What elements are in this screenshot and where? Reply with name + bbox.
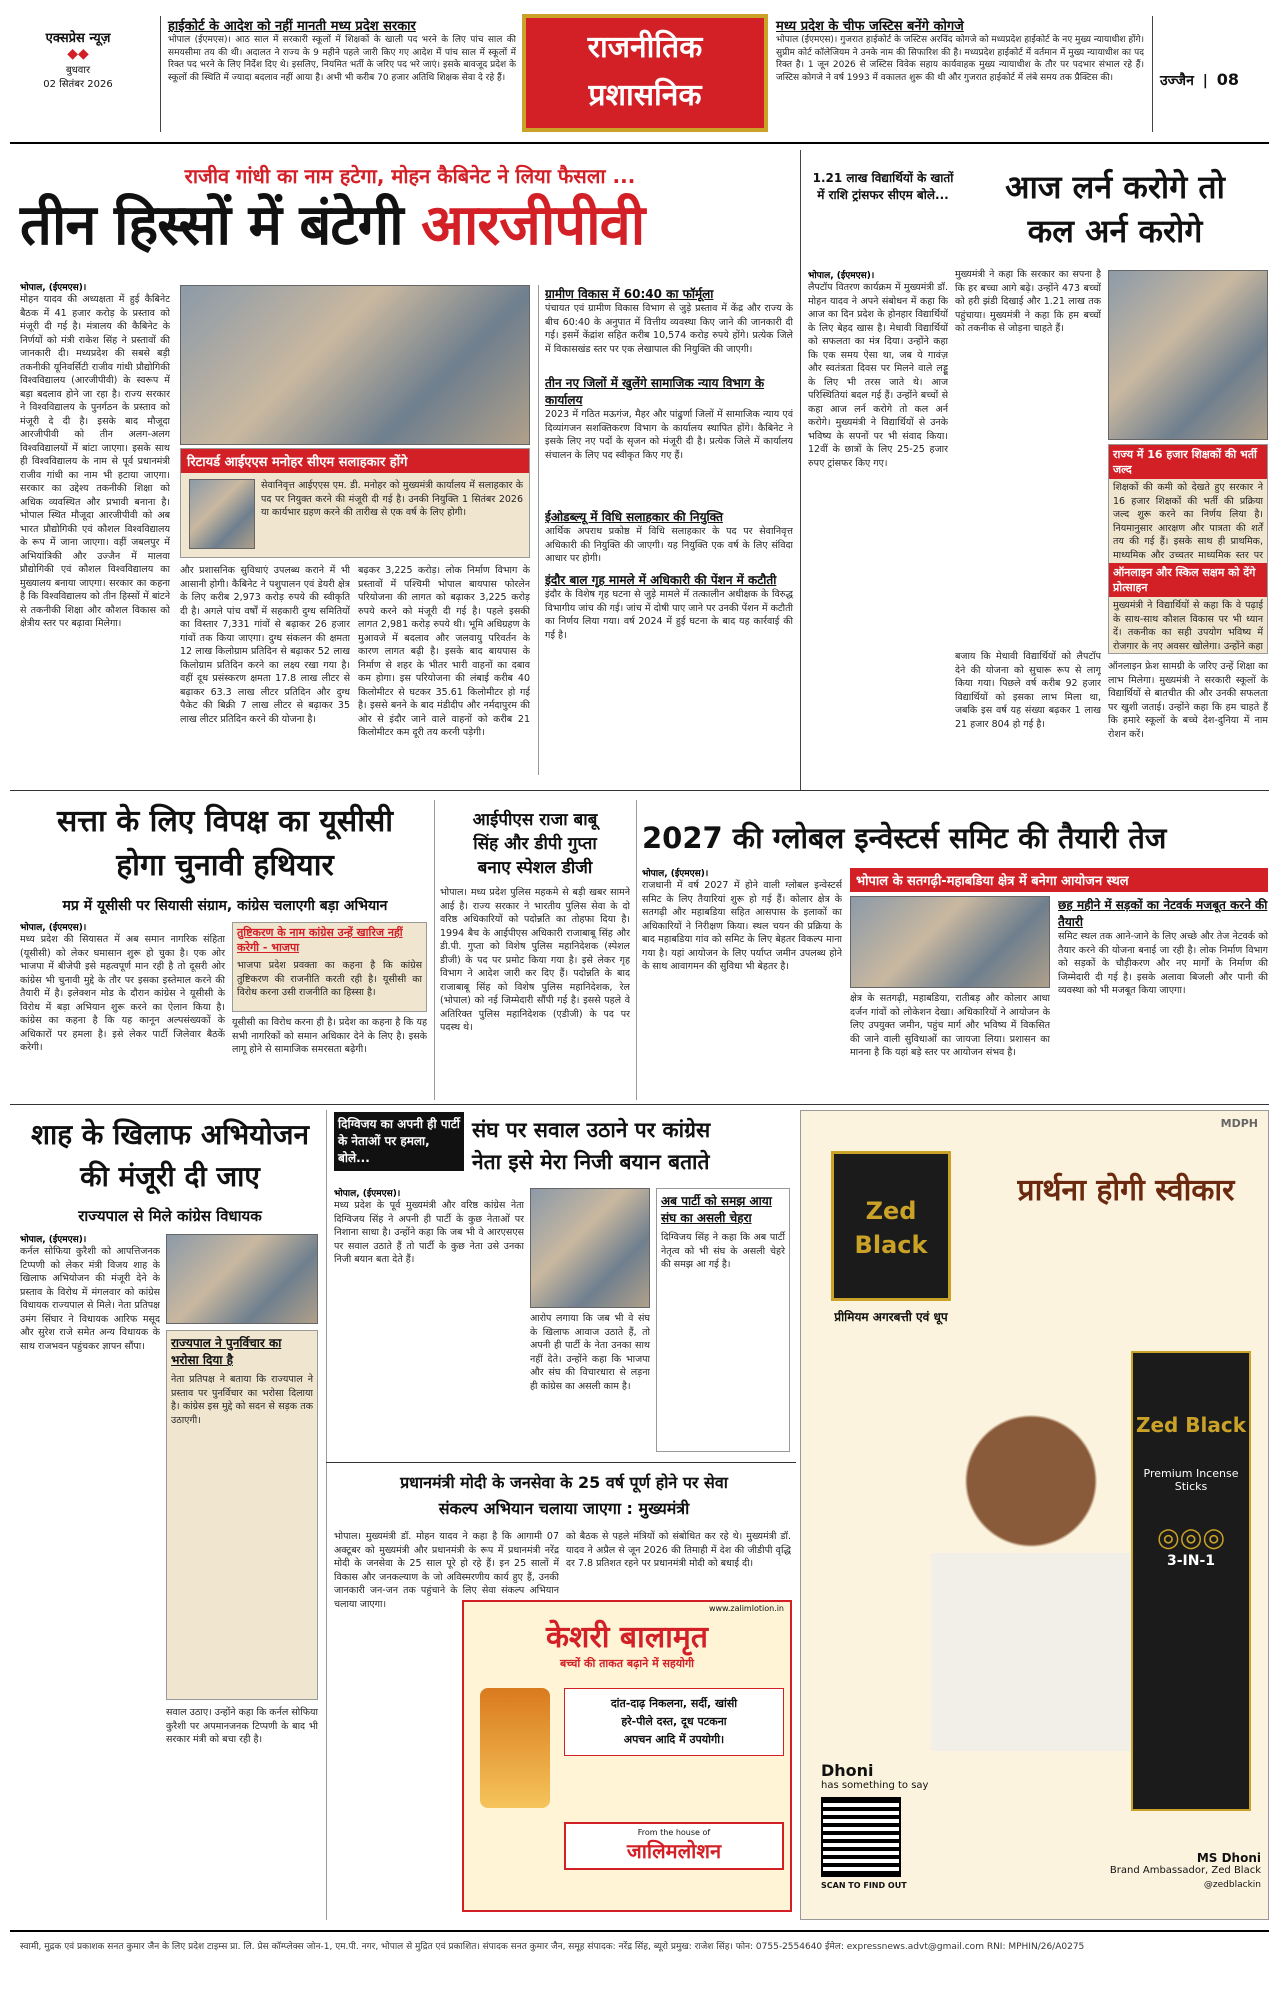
ad-bottle-icon (480, 1688, 550, 1808)
section-banner (522, 14, 768, 132)
headline-line-3: बनाए स्पेशल डीजी (477, 858, 593, 878)
ms-role: Brand Ambassador, Zed Black (1109, 1865, 1261, 1876)
headline-line-1: प्रधानमंत्री मोदी के जनसेवा के 25 वर्ष पूर्ण होने पर सेवा (400, 1473, 728, 1492)
zed-pack (1131, 1351, 1251, 1811)
dhoni-caption (821, 1761, 971, 1890)
shah-col-1 (20, 1232, 160, 1925)
brief-4 (545, 571, 793, 738)
ips-headline (440, 808, 630, 880)
brief-1 (545, 285, 793, 370)
headline-line-1: सत्ता के लिए विपक्ष का यूसीसी (56, 804, 394, 839)
gis-box (1058, 896, 1268, 1092)
headline-line-1: आईपीएस राजा बाबू (472, 810, 598, 830)
brief-2 (545, 374, 793, 504)
dateline: भोपाल, (ईएमएस)। (642, 869, 709, 879)
box-subtitle: ऑनलाइन और स्किल सक्षम को देंगे प्रोत्साहन (1109, 563, 1267, 597)
ucc-col-2: यूसीसी का विरोध करना ही है। प्रदेश का कहना है कि यह सभी नागरिकों को समान अधिकार देने के लिए है। इसके लागू होने से सामाजिक समरसता बढ़ेगी। (232, 1017, 427, 1055)
brief-body: भोपाल (ईएमएस)। गुजरात हाईकोर्ट के जस्टिस अरविंद कोगजे को मध्यप्रदेश हाईकोर्ट के नए मुख्य न्यायाधीश होंगे। सुप्रीम कोर्ट कॉलेजियम ने उनके नाम की सिफारिश की है। मध्यप्रदेश हाईकोर्ट में वर्तमान में मुख्य न्यायाधीश का पद रिक्त है। 1 जून 2026 से जस्टिस विवेक सहाय कार्यवाहक मुख्य न्यायाधीश के तौर पर पदभार संभाल रहे हैं। जस्टिस कोगजे ने वर्ष 1993 में वकालत शुरू की थी और गुजरात हाईकोर्ट में लंबे समय तक प्रैक्टिस की। (776, 35, 1144, 83)
ms-social: @zedblackin (1203, 1880, 1261, 1890)
brief-title: ईओडब्ल्यू में विधि सलाहकार की नियुक्ति (545, 510, 723, 524)
manohar-portrait (189, 479, 255, 549)
city-name: उज्जैन (1160, 73, 1194, 89)
lead-col-3: बढ़कर 3,225 करोड़। लोक निर्माण विभाग के प्रस्तावों में पश्चिमी भोपाल बायपास फोरलेन परियोजना की लागत को बढ़ाकर 3,225 करोड़ रुपये करने को मंजूरी दी गई है। पहले इसकी लागत 2,981 करोड़ रुपये थी। भूमि अधिग्रहण के मुआवजे में बदलाव और जलवायु परिवर्तन के कारण लागत बढ़ी है। इसके बाद बायपास के निर्माण से शहर के भीतर भारी वाहनों का दबाव कम होगा। इस परियोजना की लंबाई करीब 40 किलोमीटर से घटकर 35.61 किलोमीटर हो गई है। इससे बनने के बाद मंडीदीप और नर्मदापुरम की ओर से इंदौर जाने वाले वाहनों को करीब 21 किलोमीटर कम दूरी तय करनी पड़ेगी। (358, 565, 530, 738)
headline-line-2: सिंह और डीपी गुप्ता (473, 834, 597, 854)
gis-venue-photo (850, 896, 1050, 988)
ms-name: MS Dhoni (1196, 1851, 1261, 1865)
masthead (10, 10, 1269, 138)
caption-body: सेवानिवृत्त आईएएस एम. डी. मनोहर को मुख्यमंत्री कार्यालय में सलाहकार के पद पर नियुक्त करने की मंजूरी दी गई है। उनकी नियुक्ति 1 सितंबर 2026 या कार्यभार ग्रहण करने की तारीख से एक वर्ष के लिए होगी। (261, 480, 523, 518)
headline-line-2: की मंजूरी दी जाए (80, 1160, 260, 1193)
box-title: राज्यपाल ने पुनर्विचार का भरोसा दिया है (171, 1336, 282, 1367)
zed-tagline: प्रार्थना होगी स्वीकार (1017, 1173, 1235, 1208)
paper-name: एक्सप्रेस न्यूज़ (45, 31, 111, 46)
sidebar-kicker: 1.21 लाख विद्यार्थियों के खातों में राशि ट्रांसफर सीएम बोले... (812, 171, 954, 202)
ad-maker (564, 1822, 784, 1870)
ambassador-tag: has something to say (821, 1780, 929, 1791)
benefit-2: हरे-पीले दस्त, दूध पटकना (621, 1715, 727, 1728)
page-num: 08 (1216, 70, 1239, 89)
lead-headline-red: आरजीपीवी (421, 193, 645, 258)
brief-body: इंदौर के विशेष गृह घटना से जुड़े मामले में तत्कालीन अधीक्षक के विरुद्ध विभागीय जांच की गई। जांच में दोषी पाए जाने पर उनकी पेंशन में कटौती का निर्णय लिया गया। वर्ष 2024 में हुई घटना के बाद यह कार्रवाई की गई है। (545, 589, 793, 641)
lead-col-1 (20, 280, 170, 788)
brief-body: भोपाल (ईएमएस)। आठ साल में सरकारी स्कूलों में शिक्षकों के खाली पद भरने के लिए पांच साल की समयसीमा तय की थी। अदालत ने राज्य के 9 महीने पहले जारी किए गए आदेश में पांच साल में स्कूलों में रिक्त पद भरने के लिए निर्देश दिए थे। इसलिए, नियमित भर्ती के जरिए पद भरे जाएं। इसके बावजूद प्रदेश के स्कूलों की स्थिति में ज्यादा बदलाव नहीं आया है। अभी भी करीब 70 हजार अतिथि शिक्षक सेवा दे रहे हैं। (168, 35, 516, 83)
issue-day: बुधवार (65, 65, 91, 76)
box-title: छह महीने में सड़कों का नेटवर्क मजबूत करने की तैयारी (1058, 898, 1268, 929)
box-body: नेता प्रतिपक्ष ने बताया कि राज्यपाल ने प्रस्ताव पर पुनर्विचार का भरोसा दिलाया है। कांग्रेस इस मुद्दे को सदन से सड़क तक उठाएगी। (171, 1374, 313, 1426)
imprint-line: स्वामी, मुद्रक एवं प्रकाशक सनत कुमार जैन के लिए प्रदेश टाइम्स प्रा. लि. प्रेस कॉम्प्लेक्स जोन-1, एम.पी. नगर, भोपाल से मुद्रित एवं प्रकाशित। संपादक सनत कुमार जैन, समूह संपादक: नरेंद्र सिंह, ब्यूरो प्रमुख: राजेश सिंह। फोन: 0755-2554640 ईमेल: expressnews.advt@gmail.com RNI: MPHIN/26/A0275 (20, 1942, 1085, 1952)
ad-tagline: बच्चों की ताकत बढ़ाने में सहयोगी (559, 1657, 695, 1670)
ad-corner-brand: MDPH (1220, 1117, 1258, 1130)
digvijay-photo (530, 1188, 650, 1308)
lead-headline (20, 186, 790, 266)
ornament-icon: ◆◆ (67, 46, 89, 62)
pack-sub: 3-IN-1 (1166, 1553, 1216, 1569)
article-text: मुख्यमंत्री ने कहा कि सरकार का सपना है कि हर बच्चा आगे बढ़े। उन्होंने 473 बच्चों को हरी झंडी दिखाई और 1.21 लाख तक पहुंचाया। मुख्यमंत्री ने कहा कि हम बच्चों को तकनीक से जोड़ना चाहते हैं। (955, 269, 1101, 334)
caption-title: रिटायर्ड आईएएस मनोहर सीएम सलाहकार होंगे (181, 449, 529, 473)
section-name-1: राजनीतिक (587, 30, 703, 65)
ad-brand: केशरी बालामृत (546, 1620, 708, 1655)
top-left-brief (168, 16, 516, 126)
laptop-event-photo (1108, 270, 1268, 440)
shah-col-2: सवाल उठाए। उन्होंने कहा कि कर्नल सोफिया कुरैशी पर अपमानजनक टिप्पणी के बाद भी सरकार मंत्री को बचा रही है। (166, 1707, 318, 1745)
box-body: दिग्विजय सिंह ने कहा कि अब पार्टी नेतृत्व को भी संघ के असली चेहरे की समझ आ गई है। (661, 1232, 785, 1270)
article-text: मोहन यादव की अध्यक्षता में हुई कैबिनेट बैठक में 41 हजार करोड़ के प्रस्ताव को मंजूरी दी गई है। मंत्रालय की कैबिनेट के निर्णयों को मंत्री राकेश सिंह ने प्रस्तावों की जानकारी दी। मध्यप्रदेश की सबसे बड़ी तकनीकी यूनिवर्सिटी राजीव गांधी प्रौद्योगिकी विश्वविद्यालय (आरजीपीवी) के स्वरूप में बड़ा बदलाव होने जा रहा है। राज्य सरकार ने विश्वविद्यालय के पुनर्गठन के प्रस्ताव को मंजूरी दे दी है। इसके बाद मौजूदा आरजीपीवी को तीन अलग-अलग विश्वविद्यालयों में बांटा जाएगा। इसके साथ ही विश्वविद्यालय के नाम से पूर्व प्रधानमंत्री राजीव गांधी का नाम भी हटाया जाएगा। सरकार का उद्देश्य तकनीकी शिक्षा को अधिक व्यवस्थित और प्रभावी बनाना है। भोपाल स्थित मौजूदा आरजीपीवी को अब भारत प्रौद्योगिकी एवं कौशल विश्वविद्यालय के रूप में जाना जाएगा। वहीं जबलपुर में अभियांत्रिकी और उज्जैन में मालवा प्रौद्योगिकी एवं कौशल विश्वविद्यालय का मुख्यालय बनाया जाएगा। सरकार का कहना है कि विश्वविद्यालय को तीन हिस्सों में बांटने से तकनीकी शिक्षा और कौशल विकास को क्षेत्रीय स्तर पर बढ़ावा मिलेगा। (20, 294, 170, 629)
gis-headline: 2027 की ग्लोबल इन्वेस्टर्स समिट की तैयारी तेज (642, 821, 1167, 855)
brief-title: मध्य प्रदेश के चीफ जस्टिस बनेंगे कोगजे (776, 19, 964, 34)
brief-body: पंचायत एवं ग्रामीण विकास विभाग से जुड़े प्रस्ताव में केंद्र और राज्य के बीच 60:40 के अनुपात में वित्तीय व्यवस्था किए जाने की जानकारी दी गई। इसमें केंद्रांश सहित करीब 10,574 करोड़ रुपये होंगे। प्रत्येक जिले में विकासखंड स्तर पर एक लेखापाल की नियुक्ति की जाएगी। (545, 303, 793, 355)
photo-caption-box (180, 448, 530, 558)
top-right-brief (776, 16, 1144, 126)
ucc-box (232, 922, 427, 1012)
sidebar-col-2 (955, 268, 1101, 638)
maker-name: जालिमलोशन (626, 1839, 722, 1863)
gis-col-1 (642, 866, 842, 1093)
paper-brand (18, 28, 138, 90)
qr-code-icon[interactable] (821, 1797, 901, 1877)
pack-rings-icon: ◎◎◎ (1156, 1523, 1226, 1553)
box-title: राज्य में 16 हजार शिक्षकों की भर्ती जल्द (1109, 445, 1267, 479)
ips-text: भोपाल। मध्य प्रदेश पुलिस महकमे से बड़ी खबर सामने आई है। राज्य सरकार ने भारतीय पुलिस सेवा के दो वरिष्ठ अधिकारियों को पदोन्नति का तोहफा दिया है। 1994 बैच के आईपीएस अधिकारी राजाबाबू सिंह और डी.पी. गुप्ता को विशेष पुलिस महानिदेशक (स्पेशल डीजी) के पद पर प्रमोट किया गया है। इसे लेकर गृह विभाग ने आदेश जारी कर दिए हैं। पदोन्नति के बाद राजाबाबू सिंह को विशेष पुलिस महानिदेशक, रेल (भोपाल) को नई जिम्मेदारी सौंपी गई है। इससे पहले वे अतिरिक्त पुलिस महानिदेशक (एडीजी) के पद पर पदस्थ थे। (440, 887, 630, 1033)
article-text: लैपटॉप वितरण कार्यक्रम में मुख्यमंत्री डॉ. मोहन यादव ने अपने संबोधन में कहा कि आज का दिन प्रदेश के होनहार विद्यार्थियों के लिए बेहद खास है। मेधावी विद्यार्थियों को सफलता का मंत्र दिया। उन्होंने कहा कि एक समय ऐसा था, जब ये गावंज़ और स्वतंत्रता दिवस पर मिलने वाले लड्डू के लिए भी तरस जाते थे। आज परिस्थितियां बदल गई हैं। उन्होंने बच्चों से कहा आज लर्न करोगे तो कल अर्न करोगे। मुख्यमंत्री ने विद्यार्थियों से उनके भविष्य के सपनों पर भी संवाद किया। 12वीं के छात्रों के लिए 25-25 हजार रुपए ट्रांसफर किए गए। (808, 282, 948, 469)
shah-subhead: राज्यपाल से मिले कांग्रेस विधायक (78, 1207, 262, 1225)
pm-headline (334, 1470, 794, 1522)
ad-url: www.zalimlotion.in (708, 1604, 784, 1613)
dhoni-image (931, 1391, 1131, 1751)
brief-title: हाईकोर्ट के आदेश को नहीं मानती मध्य प्रदेश सरकार (168, 19, 416, 34)
box-body: शिक्षकों की कमी को देखते हुए सरकार ने 16 हजार शिक्षकों की भर्ती की प्रक्रिया जल्द शुरू करने का निर्णय लिया है। नियमानुसार आरक्षण और पात्रता की शर्तें तय की गई हैं। इसके साथ ही प्राथमिक, माध्यमिक और उच्चतर माध्यमिक स्तर पर (1113, 482, 1263, 561)
headline-line-2: संकल्प अभियान चलाया जाएगा : मुख्यमंत्री (438, 1499, 690, 1518)
article-text: राजधानी में वर्ष 2027 में होने वाली ग्लोबल इन्वेस्टर्स समिट के लिए तैयारियां शुरू हो गई हैं। कोलार क्षेत्र के सतगढ़ी और महाबडिया सहित आसपास के इलाकों का अधिकारियों ने निरीक्षण किया। स्थल चयन की प्रक्रिया के बाद महाबडिया गांव को समिट के लिए बेहतर विकल्प माना गया है। यहां आयोजन के लिए पर्याप्त जमीन उपलब्ध होने के साथ आवागमन की सुविधा भी बेहतर है। (642, 880, 842, 972)
brief-title: ग्रामीण विकास में 60:40 का फॉर्मूला (545, 287, 714, 301)
lead-col-2: और प्रशासनिक सुविधाएं उपलब्ध कराने में भी आसानी होगी। कैबिनेट ने पशुपालन एवं डेयरी क्षेत्र के लिए करीब 2,973 करोड़ रुपये की स्वीकृति दी है। अगले पांच वर्षों में सहकारी दुग्ध समितियों का विस्तार 7,331 गांवों से बढ़ाकर 26 हजार गांवों तक किया जाएगा। दुग्ध संकलन की क्षमता 12 लाख किलोग्राम प्रतिदिन से बढ़ाकर 52 लाख किलोग्राम प्रतिदिन करने का लक्ष्य रखा गया है। वहीं दूध प्रसंस्करण क्षमता 17.8 लाख लीटर से बढ़ाकर 63.3 लाख लीटर प्रतिदिन और दुग्ध पैकेट की बिक्री 7 लाख लीटर से बढ़ाकर 35 लाख लीटर प्रतिदिन करने की योजना है। (180, 565, 350, 725)
article-text: मध्य प्रदेश के पूर्व मुख्यमंत्री और वरिष्ठ कांग्रेस नेता दिग्विजय सिंह ने अपनी ही पार्टी के कुछ नेताओं पर निशाना साधा है। उन्होंने कहा कि जब भी वे आरएसएस पर सवाल उठाते हैं तो पार्टी के कुछ नेता उसे उनका निजी बयान बता देते हैं। (334, 1200, 524, 1265)
cabinet-photo (180, 285, 530, 445)
digvijay-kicker: दिग्विजय का अपनी ही पार्टी के नेताओं पर हमला, बोले... (334, 1112, 464, 1171)
zed-product: प्रीमियम अगरबत्ती एवं धूप (834, 1310, 948, 1324)
brief-body: आर्थिक अपराध प्रकोष्ठ में विधि सलाहकार के पद पर सेवानिवृत्त अधिकारी की नियुक्ति की जाएगी। यह नियुक्ति एक वर्ष के लिए संविदा आधार पर होगी। (545, 526, 793, 564)
lead-headline-black: तीन हिस्सों में बंटेगी (20, 193, 422, 258)
governor-meeting-photo (166, 1234, 318, 1324)
brief-title: तीन नए जिलों में खुलेंगे सामाजिक न्याय विभाग के कार्यालय (545, 376, 765, 407)
ucc-headline (20, 800, 430, 888)
cabinet-briefs (545, 285, 793, 780)
brief-3 (545, 508, 793, 567)
headline-line-2: कल अर्न करोगे (1027, 212, 1203, 250)
page-number: उज्जैन | 08 (1160, 70, 1239, 89)
keshri-balamrit-ad (462, 1600, 792, 1912)
lead-kicker: राजीव गांधी का नाम हटेगा, मोहन कैबिनेट ने लिया फैसला ... (184, 164, 636, 188)
headline-line-1: शाह के खिलाफ अभियोजन (30, 1118, 310, 1151)
box-body-2: मुख्यमंत्री ने विद्यार्थियों से कहा कि वे पढ़ाई के साथ-साथ कौशल विकास पर भी ध्यान दें। तकनीक का सही उपयोग भविष्य में रोजगार के नए अवसर खोलेगा। उन्होंने कहा (1113, 600, 1263, 652)
sidebar-col-4: ऑनलाइन फ्रेश सामग्री के जरिए उन्हें शिक्षा का लाभ मिलेगा। मुख्यमंत्री ने सरकारी स्कूलों के विद्यार्थियों से बातचीत की और उनकी सफलता पर खुशी जताई। उन्होंने कहा कि हम चाहते हैं कि हमारे स्कूलों के बच्चे देश-दुनिया में नाम रोशन करें। (1108, 661, 1268, 740)
dateline: भोपाल, (ईएमएस)। (20, 1235, 87, 1245)
article-text: मध्य प्रदेश की सियासत में अब समान नागरिक संहिता (यूसीसी) को लेकर घमासान शुरू हो चुका है। एक ओर भाजपा में बीजेपी इसे महत्वपूर्ण मान रही है तो दूसरी ओर कांग्रेस भी चुनावी मुद्दे के तौर पर इसका इस्तेमाल करने की तैयारी में है। इलेक्शन मोड के दौरान कांग्रेस ने यूसीसी के विरोध में बड़ा अभियान शुरू करने का ऐलान किया है। कांग्रेस का कहना है कि यह कानून अल्पसंख्यकों के अधिकारों पर हमला है। इसे लेकर पार्टी जिलेवार बैठकें करेगी। (20, 934, 225, 1053)
box-title: तुष्टिकरण के नाम कांग्रेस उन्हें खारिज नहीं करेगी - भाजपा (237, 926, 403, 954)
ms-caption (991, 1851, 1261, 1890)
digvijay-box (656, 1188, 790, 1452)
sidebar-headline (965, 165, 1265, 253)
ucc-col-1 (20, 920, 225, 1103)
zed-logo: Zed Black (831, 1151, 951, 1301)
article-text: कर्नल सोफिया कुरैशी को आपत्तिजनक टिप्पणी को लेकर मंत्री विजय शाह के खिलाफ अभियोजन की मंजूरी देने के प्रस्ताव के विरोध में मंगलवार को कांग्रेस विधायक राज्यपाल से मिले। नेता प्रतिपक्ष उमंग सिंघार ने विधायक आरिफ मसूद और सुरेश राजे समेत अन्य विधायक के साथ राजभवन पहुंचकर ज्ञापन सौंपा। (20, 1246, 160, 1352)
pm-col-2: को बैठक से पहले मंत्रियों को संबोधित कर रहे थे। मुख्यमंत्री डॉ. यादव ने अप्रैल से जून 2026 की तिमाही में देश की जीडीपी वृद्धि दर 7.8 प्रतिशत रहने पर प्रधानमंत्री मोदी को बधाई दी। (566, 1531, 791, 1569)
shah-box (166, 1330, 318, 1700)
zed-black-ad (800, 1110, 1269, 1920)
brief-body: 2023 में गठित मऊगंज, मैहर और पांढुर्णा जिलों में सामाजिक न्याय एवं दिव्यांगजन सशक्तिकरण विभाग के कार्यालय स्थापित होंगे। कैबिनेट ने इसके लिए नए पदों के सृजन को मंजूरी दी है। प्रत्येक जिले में कार्यालय संचालन के लिए पद स्वीकृत किए गए हैं। (545, 409, 793, 461)
ad-benefits (564, 1688, 784, 1756)
ambassador-name: Dhoni (821, 1761, 874, 1780)
sidebar-col-3: बजाय कि मेधावी विद्यार्थियों को लैपटॉप देने की योजना को सुचारू रूप से लागू किया गया। पिछले वर्ष करीब 92 हजार विद्यार्थियों को इसका लाभ मिला था, जबकि इस वर्ष यह संख्या बढ़कर 1 लाख 21 हजार 804 हो गई है। (955, 651, 1101, 730)
teacher-recruitment-box (1108, 444, 1268, 654)
digvijay-col-2: आरोप लगाया कि जब भी वे संघ के खिलाफ आवाज उठाते हैं, तो अपनी ही पार्टी के नेता उनका साथ नहीं देते। उन्होंने कहा कि भाजपा और संघ की विचारधारा से लड़ना ही कांग्रेस का असली काम है। (530, 1313, 650, 1392)
dateline: भोपाल, (ईएमएस)। (20, 923, 87, 933)
scan-label: SCAN TO FIND OUT (821, 1881, 907, 1890)
headline-line-2: होगा चुनावी हथियार (116, 848, 334, 883)
pack-brand: Zed Black (1135, 1413, 1247, 1437)
dateline: भोपाल, (ईएमएस)। (808, 271, 875, 281)
sidebar-col-1 (808, 268, 948, 641)
section-name-2: प्रशासनिक (588, 78, 702, 113)
headline-line-2: नेता इसे मेरा निजी बयान बताते (472, 1150, 710, 1174)
dateline: भोपाल, (ईएमएस)। (20, 283, 87, 293)
box-body: समिट स्थल तक आने-जाने के लिए अच्छे और तेज नेटवर्क को तैयार करने की योजना बनाई जा रही है। लोक निर्माण विभाग को सड़कों के चौड़ीकरण और नए मार्गों के निर्माण की जिम्मेदारी दी गई है। इसके अलावा बिजली और पानी की व्यवस्था को भी मजबूत किया जाएगा। (1058, 931, 1268, 996)
shah-headline (20, 1114, 320, 1198)
digvijay-headline (472, 1114, 782, 1178)
ucc-subhead: मप्र में यूसीसी पर सियासी संग्राम, कांग्रेस चलाएगी बड़ा अभियान (62, 898, 388, 914)
issue-date: 02 सितंबर 2026 (43, 79, 113, 90)
benefit-1: दांत-दाढ़ निकलना, सर्दी, खांसी (610, 1697, 738, 1710)
maker-from: From the house of (637, 1828, 711, 1837)
headline-line-1: आज लर्न करोगे तो (1005, 168, 1225, 206)
pack-label: Premium Incense Sticks (1143, 1467, 1239, 1493)
brief-title: इंदौर बाल गृह मामले में अधिकारी की पेंशन में कटौती (545, 573, 777, 587)
headline-line-1: संघ पर सवाल उठाने पर कांग्रेस (472, 1118, 711, 1142)
box-body: भाजपा प्रदेश प्रवक्ता का कहना है कि कांग्रेस तुष्टिकरण की राजनीति करती रही है। यूसीसी का विरोध करना उसी राजनीति का हिस्सा है। (237, 960, 422, 998)
gis-red-bar: भोपाल के सतगढ़ी-महाबडिया क्षेत्र में बनेगा आयोजन स्थल (850, 868, 1268, 892)
dateline: भोपाल, (ईएमएस)। (334, 1189, 401, 1199)
box-title: अब पार्टी को समझ आया संघ का असली चेहरा (661, 1194, 772, 1225)
benefit-3: अपचन आदि में उपयोगी। (623, 1733, 725, 1746)
pm-col-1: भोपाल। मुख्यमंत्री डॉ. मोहन यादव ने कहा है कि आगामी 07 अक्टूबर को मुख्यमंत्री और प्रधानमंत्री के रूप में प्रधानमंत्री नरेंद्र मोदी के जनसेवा के 25 साल पूरे हो रहे हैं। इन 25 सालों में विकास और जनकल्याण के जो अविस्मरणीय कार्य हुए हैं, उनकी जानकारी जन-जन तक पहुंचाने के लिए सेवा संकल्प अभियान चलाया जाएगा। (334, 1531, 559, 1610)
digvijay-col-1 (334, 1186, 524, 1359)
gis-col-2: क्षेत्र के सतगढ़ी, महाबडिया, रातीबड़ और कोलार आधा दर्जन गांवों को लोकेशन देखा। अधिकारियों ने आयोजन के लिए उपयुक्त जमीन, पहुंच मार्ग और भविष्य में विकसित की जाने वाली सुविधाओं का जायजा लिया। प्रशासन का मानना है कि यहां बड़े स्तर पर आयोजन संभव है। (850, 993, 1050, 1058)
